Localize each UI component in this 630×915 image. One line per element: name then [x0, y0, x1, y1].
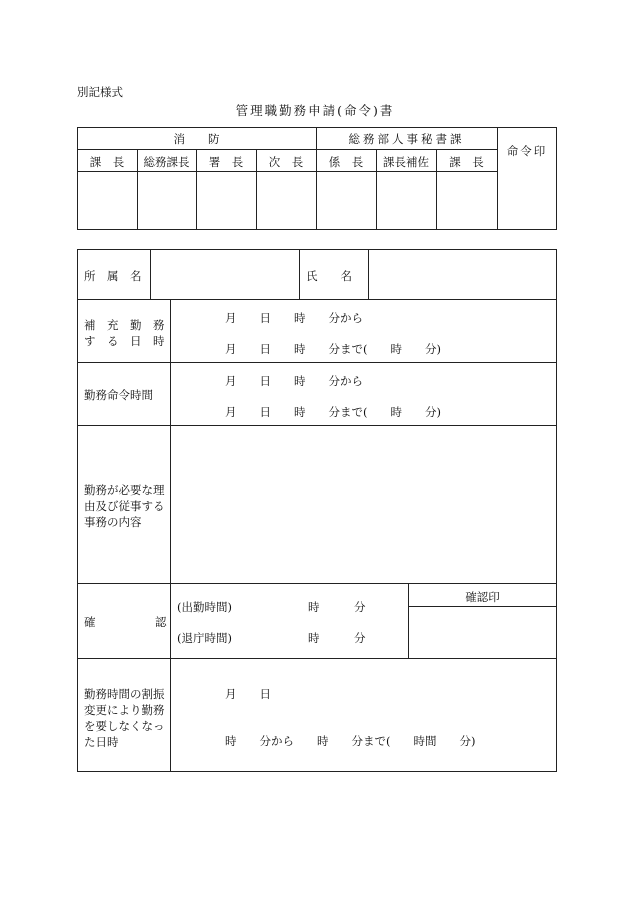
schedule-change-label-line3: を要しなくなっ: [84, 719, 165, 733]
supplementary-duty-from[interactable]: 月 日 時 分から: [225, 311, 363, 325]
confirm-seal-label: 確認印: [465, 590, 500, 604]
col-subsection-chief: 係 長: [328, 155, 364, 169]
col-station-chief: 署 長: [208, 155, 244, 169]
order-time-to[interactable]: 月 日 時 分まで( 時 分): [225, 405, 441, 419]
reason-label-line1: 勤務が必要な理: [84, 483, 165, 497]
schedule-change-date[interactable]: 月 日: [225, 687, 271, 701]
col-assistant-chief: 課長補佐: [383, 155, 429, 169]
col-personnel-chief: 課 長: [449, 155, 484, 169]
confirm-seal-box[interactable]: [409, 607, 556, 658]
schedule-change-label-line1: 勤務時間の割振: [84, 687, 165, 701]
col-general-affairs-chief: 総務課長: [143, 155, 190, 169]
confirm-label-left: 確: [84, 615, 96, 629]
name-field[interactable]: [369, 250, 556, 299]
arrival-time-label: (出勤時間): [177, 600, 232, 614]
reason-label-line3: 事務の内容: [84, 515, 142, 529]
dept-field[interactable]: [151, 250, 299, 299]
group-fire-header: 消 防: [173, 132, 220, 146]
order-time-label: 勤務命令時間: [84, 388, 153, 402]
page-title: 管理職勤務申請(命令)書: [235, 103, 395, 118]
order-time-from[interactable]: 月 日 時 分から: [225, 374, 363, 388]
group-personnel-header: 総務部人事秘書課: [348, 132, 465, 146]
dept-label: 所 属 名: [84, 269, 142, 283]
col-deputy-chief: 次 長: [268, 155, 304, 169]
supplementary-duty-label-line1: 補 充 勤 務: [84, 318, 165, 332]
order-seal-header: 命令印: [506, 144, 548, 158]
leave-time-value[interactable]: 時 分: [308, 631, 366, 645]
name-label: 氏 名: [306, 269, 352, 283]
form-label: 別記様式: [77, 85, 123, 99]
supplementary-duty-label-line2: す る 日 時: [84, 334, 165, 348]
arrival-time-value[interactable]: 時 分: [308, 600, 366, 614]
supplementary-duty-to[interactable]: 月 日 時 分まで( 時 分): [225, 342, 441, 356]
schedule-change-time[interactable]: 時 分から 時 分まで( 時間 分): [225, 734, 476, 748]
confirm-label-right: 認: [155, 615, 167, 629]
schedule-change-label-line2: 変更により勤務: [84, 703, 165, 717]
reason-field[interactable]: [171, 426, 556, 583]
leave-time-label: (退庁時間): [177, 631, 232, 645]
reason-label-line2: 由及び従事する: [84, 499, 165, 513]
col-section-chief: 課 長: [89, 155, 125, 169]
schedule-change-label-line4: た日時: [84, 735, 119, 749]
